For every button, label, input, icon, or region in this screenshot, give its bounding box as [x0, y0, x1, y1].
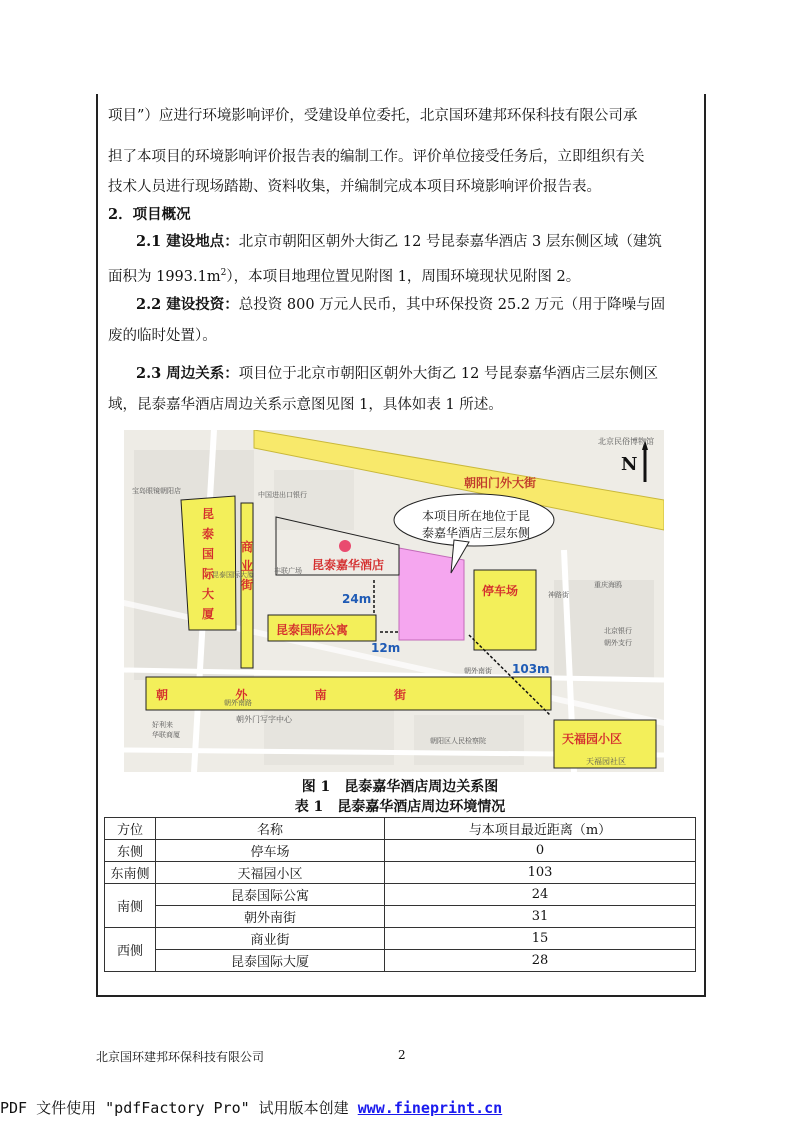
label-chaoyangmen: 朝阳门外大街	[464, 476, 537, 490]
char: 大	[202, 587, 215, 601]
cell-name: 停车场	[156, 840, 385, 862]
cell-name: 昆泰国际大厦	[156, 950, 385, 972]
text: 总投资 800 万元人民币，其中环保投资 25.2 万元（用于降噪与固	[238, 297, 666, 313]
poi-label: 重庆海鸥	[594, 581, 622, 589]
poi-label: 丰联广场	[274, 567, 302, 575]
char: 厦	[202, 607, 215, 621]
label: 2.1 建设地点：	[136, 233, 239, 250]
pdf-banner-text: PDF 文件使用 "pdfFactory Pro" 试用版本创建	[0, 1099, 358, 1117]
char: 国	[202, 547, 215, 561]
poi-label: 中国进出口银行	[258, 491, 307, 499]
cell-distance: 15	[385, 928, 696, 950]
poi-label: 朝外支行	[604, 639, 632, 647]
paragraph-line: 技术人员进行现场踏勘、资料收集，并编制完成本项目环境影响评价报告表。	[108, 179, 601, 195]
distance-103m: 103m	[512, 662, 550, 676]
paragraph-line: 担了本项目的环境影响评价报告表的编制工作。评价单位接受任务后，立即组织有关	[108, 149, 645, 165]
cell-distance: 24	[385, 884, 696, 906]
label-kuntai-tower	[202, 504, 216, 624]
label-hotel: 昆泰嘉华酒店	[312, 558, 385, 572]
cell-name: 商业街	[156, 928, 385, 950]
char: 际	[202, 567, 215, 581]
cell-side: 南侧	[105, 884, 156, 928]
cell-name: 朝外南街	[156, 906, 385, 928]
distance-24m: 24m	[342, 592, 372, 606]
text: 项目位于北京市朝阳区朝外大街乙 12 号昆泰嘉华酒店三层东侧区	[238, 366, 658, 382]
cell-distance: 103	[385, 862, 696, 884]
char: 商	[241, 540, 254, 554]
text: 面积为 1993.1m	[108, 268, 221, 285]
cell-side: 东南侧	[105, 862, 156, 884]
label-tianfuyuan: 天福园小区	[562, 732, 623, 746]
environment-table	[104, 817, 696, 972]
label-apartment: 昆泰国际公寓	[276, 623, 349, 637]
table-row	[105, 906, 696, 928]
poi-label: 朝外门写字中心	[236, 715, 292, 724]
fineprint-link[interactable]: www.fineprint.cn	[357, 1099, 503, 1117]
char: 朝	[156, 688, 169, 702]
char: 街	[241, 578, 254, 592]
section-2-1-cont	[108, 261, 698, 289]
poi-label: 朝阳区人民检察院	[430, 737, 486, 745]
callout-line: 泰嘉华酒店三层东侧	[421, 526, 530, 540]
col-header: 方位	[105, 818, 156, 840]
surroundings-map	[124, 430, 664, 772]
poi-label: 朝外南路	[224, 699, 252, 707]
callout-text	[414, 508, 538, 542]
poi-label: 北京民俗博物馆	[598, 437, 654, 446]
section-heading: 2．项目概况	[108, 206, 191, 223]
char: 外	[235, 688, 248, 702]
table-row	[105, 840, 696, 862]
page-number: 2	[398, 1048, 406, 1062]
cell-name: 天福园小区	[156, 862, 385, 884]
char: 泰	[202, 527, 215, 541]
cell-distance: 31	[385, 906, 696, 928]
label-parking: 停车场	[482, 584, 519, 598]
table-row	[105, 950, 696, 972]
char: 昆	[202, 507, 215, 521]
poi-label: 天福园社区	[586, 757, 626, 766]
label-chaowainanjie	[156, 686, 406, 703]
text: 北京市朝阳区朝外大街乙 12 号昆泰嘉华酒店 3 层东侧区域（建筑	[238, 234, 662, 250]
location-pin-icon	[339, 540, 351, 552]
cell-distance: 28	[385, 950, 696, 972]
poi-label: 北京银行	[604, 627, 632, 635]
poi-label: 好利来	[152, 721, 173, 729]
text: ），本项目地理位置见附图 1，周围环境现状见附图 2。	[226, 268, 581, 285]
poi-label: 朝外南街	[464, 667, 492, 675]
table-caption: 表 1 昆泰嘉华酒店周边环境情况	[294, 799, 506, 815]
section-2-1	[136, 230, 726, 254]
cell-name: 昆泰国际公寓	[156, 884, 385, 906]
table-row	[105, 884, 696, 906]
section-2-3	[136, 362, 726, 386]
char: 南	[314, 688, 327, 702]
poi-label: 神路街	[548, 591, 569, 599]
label-shangyejie	[241, 538, 255, 595]
label: 2.3 周边关系：	[136, 365, 239, 382]
cell-side: 东侧	[105, 840, 156, 862]
cell-distance: 0	[385, 840, 696, 862]
section-2-3-cont: 域，昆泰嘉华酒店周边关系示意图见图 1，具体如表 1 所述。	[108, 397, 503, 413]
section-2-2	[136, 293, 726, 317]
col-header: 与本项目最近距离（m）	[385, 818, 696, 840]
poi-label: 华联商厦	[152, 731, 180, 739]
section-2-2-cont: 废的临时处置）。	[108, 328, 217, 344]
table-row	[105, 862, 696, 884]
distance-12m: 12m	[371, 641, 401, 655]
footer-company: 北京国环建邦环保科技有限公司	[96, 1050, 265, 1064]
char: 街	[393, 688, 406, 702]
superscript: 2	[220, 268, 227, 278]
poi-label: 宝岛眼镜朝阳店	[132, 487, 181, 495]
cell-side: 西侧	[105, 928, 156, 972]
figure-caption: 图 1 昆泰嘉华酒店周边关系图	[301, 779, 499, 795]
callout-line: 本项目所在地位于昆	[421, 509, 530, 523]
north-label: N	[621, 454, 638, 475]
table-header-row	[105, 818, 696, 840]
label: 2.2 建设投资：	[136, 296, 239, 313]
table-row	[105, 928, 696, 950]
paragraph-line: 项目”）应进行环境影响评价，受建设单位委托，北京国环建邦环保科技有限公司承	[108, 108, 638, 124]
col-header: 名称	[156, 818, 385, 840]
poi-label: 昆泰国际大厦	[212, 571, 254, 579]
pdf-banner	[0, 1097, 502, 1118]
char: 业	[241, 559, 254, 573]
